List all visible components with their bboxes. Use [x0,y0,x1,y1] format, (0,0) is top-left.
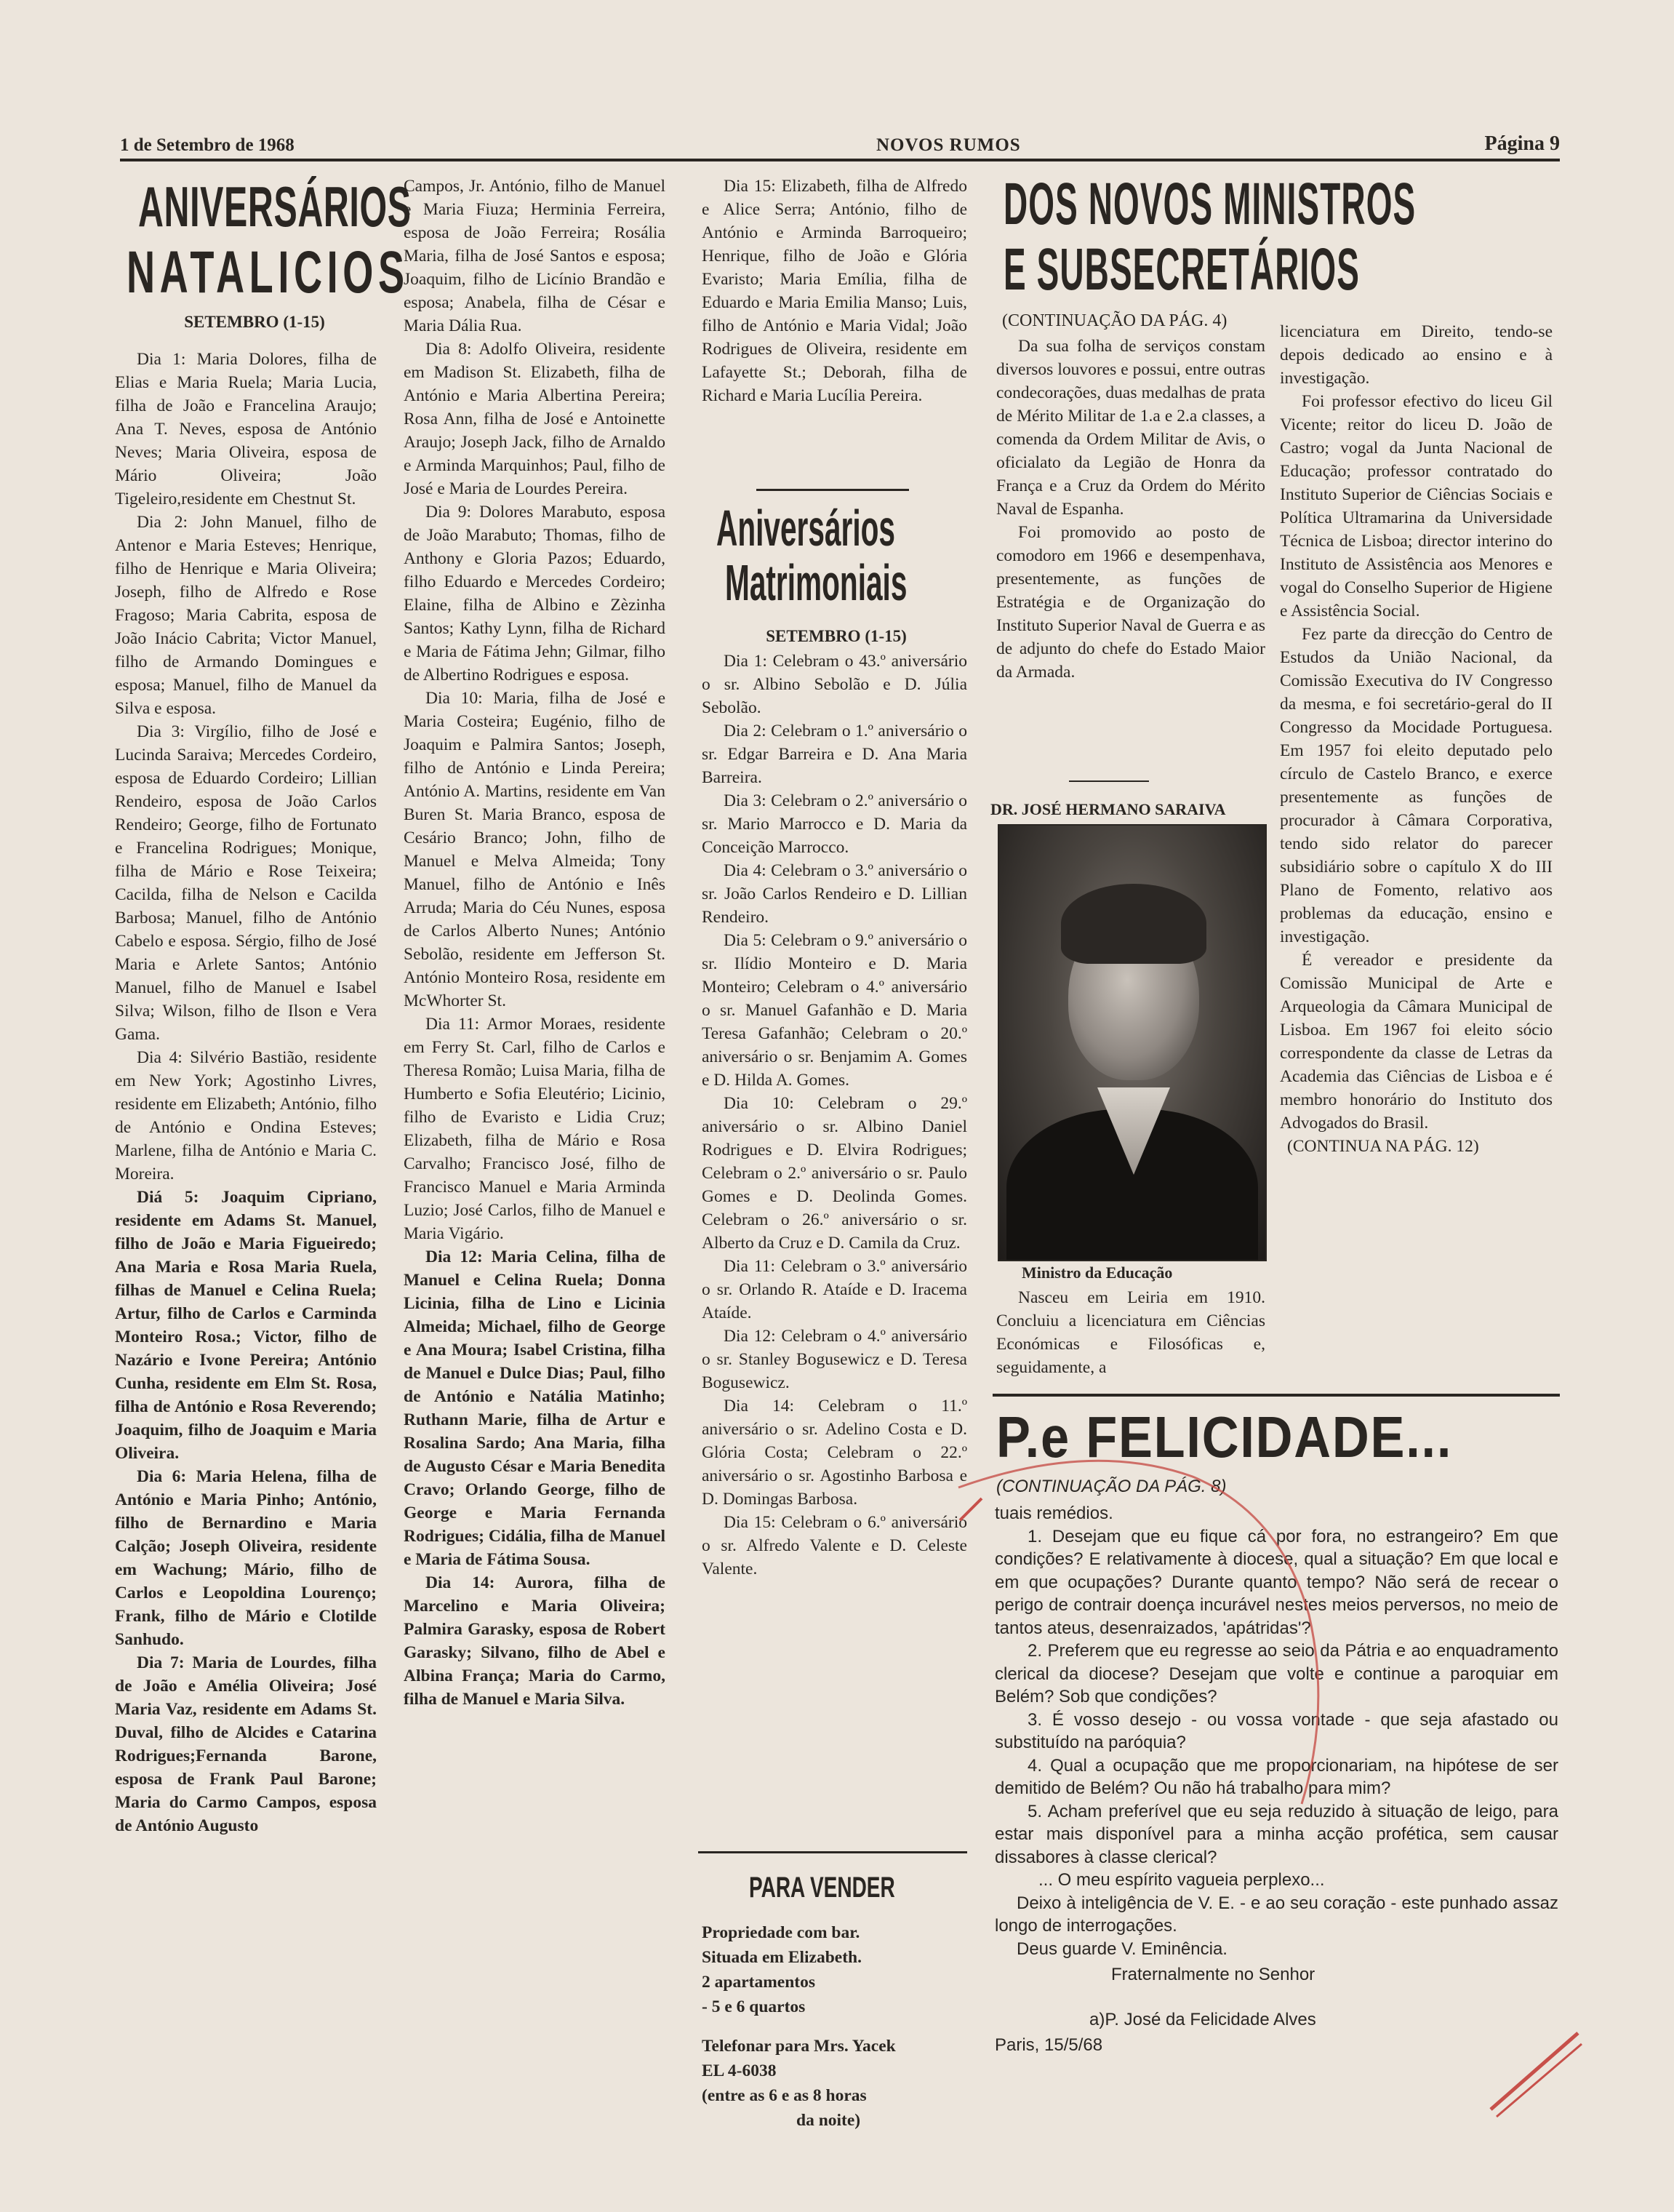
letter-signature: a)P. José da Felicidade Alves [1089,2009,1316,2029]
classified-line: - 5 e 6 quartos [702,1997,806,2016]
ministers-title-line1: DOS NOVOS MINISTROS [1004,171,1417,237]
letter-continuation: (CONTINUAÇÃO DA PÁG. 8) [996,1477,1227,1496]
classified-line: 2 apartamentos [702,1973,815,1992]
anniversary-entry: Dia 15: Celebram o 6.º aniversário o sr. Alfredo Valente e D. Celeste Valente. [702,1513,967,1578]
classified-contact: (entre as 6 e as 8 horas [702,2086,867,2105]
photo-header: DR. JOSÉ HERMANO SARAIVA [990,800,1226,818]
birthday-entry: Dia 8: Adolfo Oliveira, residente em Madison St. Elizabeth, filha de António e Maria Albertina Pereira; Rosa Ann, filha de José e Antoinette Araujo; Joseph Jack, filho de Arnaldo e Arminda Marquinhos; Paul, filho de José e Maria de Lourdes Pereira. [404,340,665,498]
letter-paragraph: Deus guarde V. Eminência. [1017,1939,1228,1959]
ministers-paragraph: É vereador e presidente da Comissão Municipal de Arte e Arqueologia da Câmara Municipal de Lisboa. Em 1967 foi eleito sócio correspondente da classe de Letras da Academia das Ciências de Lisboa e é membro honorário do Instituto dos Advogados do Brasil. [1280,951,1553,1133]
birthdays-title-line1: ANIVERSÁRIOS [138,175,412,239]
anniversary-entry: Dia 3: Celebram o 2.º aniversário o sr. Mario Marrocco e D. Maria da Conceição Marrocco. [702,791,967,857]
anniversaries-title-line1: Aniversários [716,500,895,556]
ministers-paragraph: Foi professor efectivo do liceu Gil Vicente; reitor do liceu D. João de Castro; vogal da Junta Nacional de Educação; professor contratado do Instituto Superior de Ciências Sociais e Política Ultramarina da Universidade Técnica de Lisboa; director interino do Instituto de Assistência aos Menores e vogal do Conselho Superior de Higiene e Assistência Social. [1280,392,1553,620]
letter-closing: Fraternalmente no Senhor [1111,1965,1315,1984]
letter-paragraph: Deixo à inteligência de V. E. - e ao seu coração - este punhado assaz longo de interrogações. [995,1893,1558,1936]
ministers-title-line2: E SUBSECRETÁRIOS [1004,236,1360,303]
red-arc-mark [958,1461,1318,1804]
ministers-paragraph: Fez parte da direcção do Centro de Estudos da União Nacional, da Comissão Executiva do IV Congresso da mesma, e foi secretário-geral do II Congresso da Mocidade Portuguesa. Em 1957 foi eleito deputado pelo círculo de Castelo Branco, e exerce presentemente as funções de procurador à Câmara Corporativa, tendo sido relator do parecer subsidiário sobre o capítulo X do III Plano de Fomento, relativo aos problemas da educação, ensino e investigação. [1280,625,1553,946]
birthday-entry: Dia 1: Maria Dolores, filha de Elias e Maria Ruela; Maria Lucia, filha de João e Francelina Araujo; Ana T. Neves, esposa de António Neves; Maria Oliveira, esposa de Mário Oliveira; João Tigeleiro,residente em Chestnut St. [115,350,377,508]
birthday-entry: Dia 9: Dolores Marabuto, esposa de João Marabuto; Thomas, filho de Anthony e Gloria Pazos; Eduardo, filho Eduardo e Mercedes Cordeiro; Elaine, filha de Albino e Zèzinha Santos; Kathy Lynn, filha de Richard e Maria de Fátima Jehn; Gilmar, filho de Albertino Rodrigues e esposa. [404,503,665,684]
anniversary-entry: Dia 14: Celebram o 11.º aniversário o sr. Adelino Costa e D. Glória Costa; Celebram o 22.º aniversário o sr. Agostinho Barbosa e D. Domingas Barbosa. [702,1397,967,1509]
birthday-entry: Dia 12: Maria Celina, filha de Manuel e Celina Ruela; Donna Licinia, filha de Lino e Licinia Almeida; Michael, filho de George e Ana Moura; Isabel Cristina, filha de Manuel e Dulce Dias; Paul, filho de António e Natália Matinho; Ruthann Marie, filha de Artur e Rosalina Sardo; Ana Maria, filha de Augusto César e Maria Benedita Cravo; Orlando George, filho de George e Maria Fernanda Rodrigues; Cidália, filha de Manuel e Maria de Fátima Sousa. [404,1247,665,1569]
ministers-paragraph: Nasceu em Leiria em 1910. Concluiu a licenciatura em Ciências Económicas e Filosóficas e, seguidamente, a [996,1288,1265,1377]
classified-title: PARA VENDER [749,1872,895,1904]
birthday-entry: Campos, Jr. António, filho de Manuel e Maria Fiuza; Herminia Ferreira, esposa de João Ferreira; Rosália Maria, filha de José Santos e esposa; Joaquim, filho de Licínio Brandão e esposa; Anabela, filha de César e Maria Dália Rua. [404,177,665,335]
anniversary-entry: Dia 12: Celebram o 4.º aniversário o sr. Stanley Bogusewicz e D. Teresa Bogusewicz. [702,1327,967,1392]
birthday-entry: Diá 5: Joaquim Cipriano, residente em Adams St. Manuel, filho de João e Maria Figueiredo; Ana Maria e Rosa Maria Ruela, filhas de Manuel e Celina Ruela; Artur, filho de Carlos e Carminda Monteiro Rosa.; Victor, filho de Nazário e Ivone Pereira; António Cunha, residente em Elm St. Rosa, filha de António e Rosa Reverendo; Joaquim, filho de Joaquim e Maria Oliveira. [115,1188,377,1463]
classified-line: Propriedade com bar. [702,1923,860,1942]
photo-caption: Ministro da Educação [1022,1263,1173,1282]
birthday-entry: Dia 6: Maria Helena, filha de António e Maria Pinho; António, filho de Bernardino e Maria Calção; Joseph Oliveira, residente em Wachung; Mário, filho de Carlos e Leopoldina Lourenço; Frank, filho de Mário e Clotilde Sanhudo. [115,1467,377,1649]
anniversary-entry: Dia 5: Celebram o 9.º aniversário o sr. Ilídio Monteiro e D. Maria Monteiro; Celebram o 4.º aniversário o sr. Manuel Gafanhão e D. Maria Teresa Gafanhão; Celebram o 20.º aniversário o sr. Benjamim A. Gomes e D. Hilda A. Gomes. [702,931,967,1090]
issue-date: 1 de Setembro de 1968 [120,135,295,155]
classified-contact: EL 4-6038 [702,2061,777,2080]
classified-contact: da noite) [796,2111,861,2130]
birthday-entry: Dia 15: Elizabeth, filha de Alfredo e Alice Serra; António, filho de António e Arminda Barroqueiro; Henrique, filho de João e Glória Evaristo; Maria Emília, filha de Eduardo e Maria Emilia Manso; Luis, filho de António e Maria Vidal; João Rodrigues de Oliveira, residente em Lafayette St.; Deborah, filha de Richard e Maria Lucília Pereira. [702,177,967,405]
birthdays-subtitle: SETEMBRO (1-15) [184,313,325,331]
ministers-continues: (CONTINUA NA PÁG. 12) [1287,1137,1479,1156]
birthday-entry: Dia 4: Silvério Bastião, residente em New York; Agostinho Livres, residente em Elizabeth; António, filho de António e Ondina Esteves; Marlene, filha de António e Maria C. Moreira. [115,1048,377,1183]
red-tick-mark [960,1498,982,1520]
anniversary-entry: Dia 4: Celebram o 3.º aniversário o sr. João Carlos Rendeiro e D. Lillian Rendeiro. [702,861,967,927]
letter-paragraph: 5. Acham preferível que eu seja reduzido à situação de leigo, para estar mais disponível para a minha acção profética, sem causar dissabores à classe clerical? [995,1801,1558,1867]
birthday-entry: Dia 14: Aurora, filha de Marcelino e Maria Oliveira; Palmira Garasky, esposa de Robert Garasky; Silvano, filho de Abel e Albina França; Maria do Carmo, filha de Manuel e Maria Silva. [404,1573,665,1709]
red-slash-mark [1491,2033,1578,2109]
red-slash-mark [1497,2044,1582,2117]
ministers-paragraph: Da sua folha de serviços constam diversos louvores e possui, entre outras condecorações, duas medalhas de prata de Mérito Militar de 1.a e 2.a classes, a comenda da Ordem Militar de Avis, o oficialato da Legião de Honra da França e a Cruz da Ordem do Mérito Naval de Espanha. [996,337,1265,519]
letter-place-date: Paris, 15/5/68 [995,2035,1103,2055]
letter-paragraph: 1. Desejam que eu fique cá por fora, no estrangeiro? Em que condições? E relativamente à diocese, qual a situação? Em que local e em que ocupações? Durante quanto tempo? Não será de recear o perigo de contrair doença incurável nestes meios perversos, no meio de tantos ateus, desenraizados, 'apátridas'? [995,1526,1558,1638]
classified-contact: Telefonar para Mrs. Yacek [702,2037,896,2056]
anniversaries-subtitle: SETEMBRO (1-15) [766,627,907,645]
ministers-continuation: (CONTINUAÇÃO DA PÁG. 4) [1002,311,1228,330]
birthdays-title-line2: NATALICIOS [127,239,409,306]
classified-line: Situada em Elizabeth. [702,1948,862,1967]
birthday-entry: Dia 3: Virgílio, filho de José e Lucinda Saraiva; Mercedes Cordeiro, esposa de Eduardo Cordeiro; Lillian Rendeiro, esposa de João Carlos Rendeiro; George, filho de Fortunato e Francelina Rodrigues; Monique, filha de Mário e Rose Teixeira; Cacilda, filha de Nelson e Cacilda Barbosa; Manuel, filho de António Cabelo e esposa. Sérgio, filho de José Maria e Arlete Santos; António Manuel, filho de Manuel e Isabel Silva; Wilson, filho de Ilson e Vera Gama. [115,722,377,1044]
anniversary-entry: Dia 11: Celebram o 3.º aniversário o sr. Orlando R. Ataíde e D. Iracema Ataíde. [702,1257,967,1322]
birthday-entry: Dia 7: Maria de Lourdes, filha de João e Amélia Oliveira; José Maria Vaz, residente em Adams St. Duval, filho de Alcides e Catarina Rodrigues;Fernanda Barone, esposa de Frank Paul Barone; Maria do Carmo Campos, esposa de António Augusto [115,1653,377,1835]
letter-title: P.e FELICIDADE... [996,1405,1453,1469]
birthday-entry: Dia 11: Armor Moraes, residente em Ferry St. Carl, filho de Carlos e Theresa Romão; Luisa Maria, filha de Humberto e Sofia Eleutério; Licinio, filho de Evaristo e Lidia Cruz; Elizabeth, filha de Mário e Rosa Carvalho; Francisco José, filho de Francisco Manuel e Maria Arminda Luzio; José Carlos, filho de Manuel e Maria Vigário. [404,1015,665,1243]
anniversary-entry: Dia 1: Celebram o 43.º aniversário o sr. Albino Sebolão e D. Júlia Sebolão. [702,652,967,717]
anniversaries-title-line2: Matrimoniais [725,554,908,611]
newspaper-name: NOVOS RUMOS [876,135,1021,155]
ministers-paragraph: Foi promovido ao posto de comodoro em 1966 e desempenhava, presentemente, as funções de Estratégia e de Organização do Instituto Superior Naval de Guerra e as de adjunto do chefe do Estado Maior da Armada. [996,523,1265,682]
letter-line: tuais remédios. [995,1504,1113,1523]
page-number: Página 9 [1484,132,1560,155]
letter-paragraph: 4. Qual a ocupação que me proporcionariam, na hipótese de ser demitido de Belém? Ou não há trabalho para mim? [995,1755,1558,1798]
letter-paragraph: 2. Preferem que eu regresse ao seio da Pátria e ao enquadramento clerical da diocese? Desejam que volte e continue a paroquiar em Belém? Sob que condições? [995,1641,1558,1706]
anniversary-entry: Dia 10: Celebram o 29.º aniversário o sr. Albino Daniel Rodrigues e D. Elvira Rodrigues; Celebram o 2.º aniversário o sr. Paulo Gomes e D. Deolinda Gomes. Celebram o 26.º aniversário o sr. Alberto da Cruz e D. Camila da Cruz. [702,1094,967,1253]
letter-paragraph: 3. É vosso desejo - ou vossa vontade - que seja afastado ou substituído na paróquia? [995,1709,1558,1752]
ministers-paragraph: licenciatura em Direito, tendo-se depois dedicado ao ensino e à investigação. [1280,322,1553,388]
birthday-entry: Dia 10: Maria, filha de José e Maria Costeira; Eugénio, filho de Joaquim e Palmira Santos; Joseph, filho de António e Linda Pereira; António A. Martins, residente em Van Buren St. Maria Branco, esposa de Cesário Branco; John, filho de Manuel e Melva Almeida; Tony Manuel, filho de António e Inês Arruda; Maria do Céu Nunes, esposa de Carlos Alberto Nunes; António Sebolão, residente em Jefferson St. António Monteiro Rosa, residente em McWhorter St. [404,689,665,1010]
letter-paragraph: ... O meu espírito vagueia perplexo... [1038,1870,1325,1890]
anniversary-entry: Dia 2: Celebram o 1.º aniversário o sr. Edgar Barreira e D. Ana Maria Barreira. [702,722,967,787]
birthday-entry: Dia 2: John Manuel, filho de Antenor e Maria Esteves; Henrique, filho de Henrique e Maria Oliveira; Joseph, filho de Alfredo e Rose Fragoso; Maria Cabrita, esposa de João Inácio Cabrita; Victor Manuel, filho de Armando Domingues e esposa; Manuel, filho de Manuel da Silva e esposa. [115,513,377,718]
